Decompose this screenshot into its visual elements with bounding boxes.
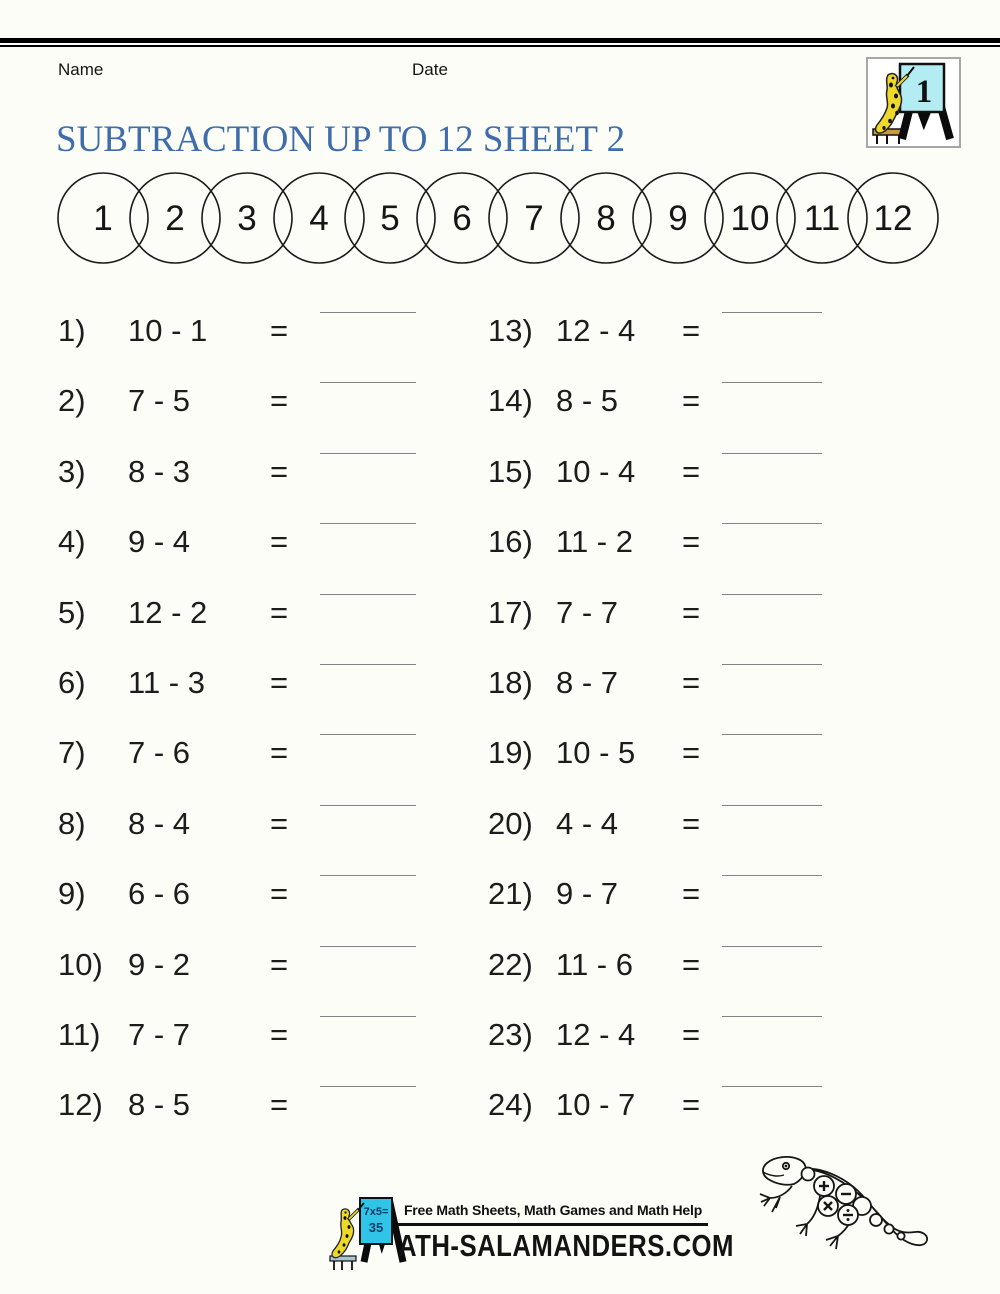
track-number: 3 [237,199,257,238]
problem-expression: 9 - 4 [128,524,191,559]
number-track [0,170,1000,270]
answer-blank [722,523,822,524]
equals-sign: = [682,454,701,489]
answer-blank [320,523,416,524]
answer-blank [320,312,416,313]
problem-expression: 11 - 6 [556,947,633,982]
problem-row [488,875,918,945]
problem-number: 19) [488,735,533,770]
problem-row [488,312,918,382]
answer-blank [320,1016,416,1017]
answer-blank [320,664,416,665]
problem-number: 16) [488,524,533,559]
equals-sign: = [270,876,289,911]
answer-blank [320,1086,416,1087]
problem-row [58,946,488,1016]
equals-sign: = [682,383,701,418]
problem-row [58,875,488,945]
problem-row [58,664,488,734]
footer-brand: ATH-SALAMANDERS.COM [398,1229,734,1263]
equals-sign: = [270,1017,289,1052]
equals-sign: = [270,1087,289,1122]
problem-number: 2) [58,383,86,418]
equals-sign: = [270,735,289,770]
problem-number: 1) [58,313,86,348]
problem-row [58,1086,488,1156]
problem-row [488,805,918,875]
problem-row [58,594,488,664]
badge-number: 1 [915,74,933,110]
equals-sign: = [682,1017,701,1052]
equals-sign: = [682,313,701,348]
equals-sign: = [682,524,701,559]
equals-sign: = [682,665,701,700]
problem-row [488,523,918,593]
answer-blank [722,664,822,665]
date-label: Date [412,60,448,79]
problem-number: 5) [58,595,86,630]
track-number: 6 [452,199,472,238]
problem-row [488,734,918,804]
footer-logo [328,1196,408,1281]
equals-sign: = [270,313,289,348]
answer-blank [722,1086,822,1087]
equals-sign: = [682,735,701,770]
math-salamanders-badge [866,57,961,148]
problem-number: 15) [488,454,533,489]
problem-expression: 10 - 1 [128,313,208,348]
equals-sign: = [270,665,289,700]
problem-number: 21) [488,876,533,911]
answer-blank [722,594,822,595]
problem-number: 22) [488,947,533,982]
track-number: 11 [803,199,841,238]
problem-expression: 8 - 3 [128,454,191,489]
answer-blank [320,453,416,454]
problem-expression: 8 - 7 [556,665,619,700]
equals-sign: = [270,947,289,982]
problem-row [488,1016,918,1086]
salamander-easel-icon [868,59,959,146]
problem-number: 9) [58,876,86,911]
equals-sign: = [682,595,701,630]
answer-blank [722,382,822,383]
page-title: SUBTRACTION UP TO 12 SHEET 2 [56,119,626,160]
equals-sign: = [682,876,701,911]
equals-sign: = [682,947,701,982]
equals-sign: = [270,454,289,489]
answer-blank [320,946,416,947]
track-number: 8 [596,199,616,238]
answer-blank [722,875,822,876]
problem-expression: 11 - 2 [556,524,633,559]
track-number: 12 [873,199,913,238]
name-label: Name [58,60,104,79]
equals-sign: = [270,595,289,630]
problem-expression: 7 - 6 [128,735,191,770]
equals-sign: = [270,524,289,559]
problem-row [488,594,918,664]
problem-number: 13) [488,313,533,348]
problem-row [488,453,918,523]
answer-blank [320,805,416,806]
problem-number: 20) [488,806,533,841]
problem-row [58,453,488,523]
problem-expression: 9 - 7 [556,876,619,911]
problem-expression: 11 - 3 [128,665,205,700]
problem-expression: 10 - 4 [556,454,636,489]
problem-expression: 8 - 5 [556,383,619,418]
problem-row [58,734,488,804]
problem-row [58,805,488,875]
problem-expression: 9 - 2 [128,947,191,982]
track-number: 5 [380,199,400,238]
problem-expression: 12 - 4 [556,1017,636,1052]
problem-expression: 12 - 2 [128,595,208,630]
salamander-easel-icon [328,1196,408,1276]
problem-row [488,382,918,452]
answer-blank [722,946,822,947]
problem-expression: 10 - 5 [556,735,636,770]
problem-number: 14) [488,383,533,418]
track-number: 9 [668,199,688,238]
footer-text-block [398,1202,734,1263]
equals-sign: = [682,1087,701,1122]
problem-row [58,523,488,593]
problem-expression: 7 - 7 [128,1017,191,1052]
footer-rule [398,1223,708,1226]
problem-row [488,946,918,1016]
answer-blank [320,875,416,876]
answer-blank [320,734,416,735]
problem-expression: 4 - 4 [556,806,619,841]
problem-number: 6) [58,665,86,700]
problem-number: 23) [488,1017,533,1052]
track-number: 1 [93,199,113,238]
track-number: 2 [165,199,185,238]
footer-board-line1: 7x5= [363,1206,389,1218]
problem-expression: 7 - 5 [128,383,191,418]
equals-sign: = [682,806,701,841]
salamander-operators-illustration [750,1148,930,1258]
problem-number: 4) [58,524,86,559]
footer-board-line2: 35 [368,1220,384,1235]
equals-sign: = [270,806,289,841]
answer-blank [320,594,416,595]
answer-blank [722,312,822,313]
problem-number: 10) [58,947,103,982]
problem-expression: 8 - 5 [128,1087,191,1122]
answer-blank [722,1016,822,1017]
problem-number: 8) [58,806,86,841]
footer-tagline: Free Math Sheets, Math Games and Math Help [403,1202,703,1218]
problem-expression: 7 - 7 [556,595,619,630]
track-number: 4 [309,199,329,238]
problem-number: 17) [488,595,533,630]
problem-number: 7) [58,735,86,770]
answer-blank [722,734,822,735]
problem-expression: 8 - 4 [128,806,191,841]
problem-expression: 10 - 7 [556,1087,636,1122]
problem-number: 3) [58,454,86,489]
answer-blank [722,453,822,454]
problem-row [58,312,488,382]
problem-row [488,664,918,734]
answer-blank [722,805,822,806]
top-border-rule [0,38,1000,47]
problem-number: 18) [488,665,533,700]
answer-blank [320,382,416,383]
problem-row [488,1086,918,1156]
track-number: 10 [730,199,770,238]
problem-row [58,382,488,452]
problem-number: 12) [58,1087,103,1122]
problem-number: 24) [488,1087,533,1122]
problem-expression: 6 - 6 [128,876,191,911]
problem-number: 11) [58,1017,101,1052]
problem-row [58,1016,488,1086]
problem-expression: 12 - 4 [556,313,636,348]
track-number: 7 [524,199,544,238]
equals-sign: = [270,383,289,418]
